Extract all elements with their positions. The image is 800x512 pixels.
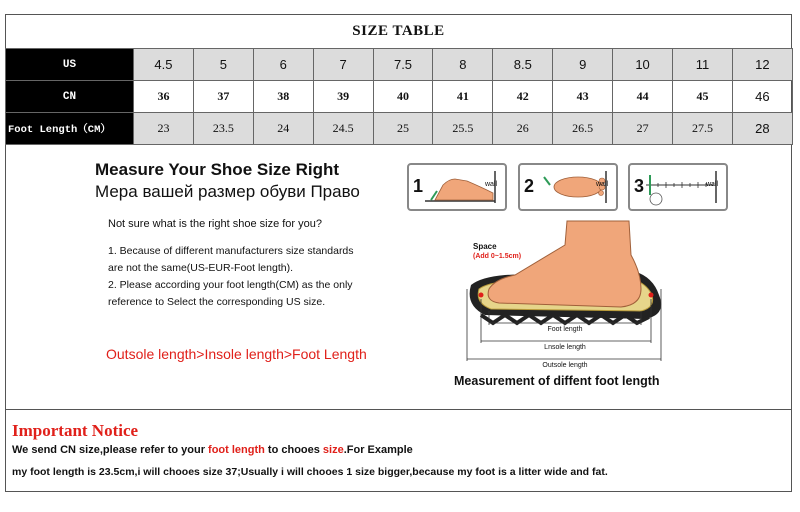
step-1-wall-label: wall: [484, 181, 497, 188]
size-cell: 25: [373, 113, 433, 145]
size-cell: 40: [373, 81, 433, 113]
notice-line-1-part-c: to chooes: [264, 444, 323, 456]
size-row-us: [6, 49, 793, 81]
size-table: [5, 48, 793, 145]
length-comparison: Outsole length>Insole length>Foot Length: [106, 346, 367, 362]
size-cell: 27.5: [673, 113, 733, 145]
step-3-number: 3: [634, 176, 645, 196]
size-cell: 9: [553, 49, 613, 81]
step-3-wall-label: wall: [705, 181, 718, 188]
size-cell: 23.5: [193, 113, 253, 145]
size-cell: 27: [613, 113, 673, 145]
size-cell: 28: [732, 113, 792, 145]
size-cell: 25.5: [433, 113, 493, 145]
size-cell: 24: [253, 113, 313, 145]
size-cell: 8: [433, 49, 493, 81]
measure-title-ru: Мера вашей размер обуви Право: [95, 182, 360, 201]
measure-question: Not sure what is the right shoe size for you?: [108, 218, 322, 230]
step-1-panel: [407, 163, 507, 211]
size-cell: 12: [732, 49, 792, 81]
point1-line2: are not the same(US-EUR-Foot length).: [108, 262, 293, 274]
size-cell: 37: [193, 81, 253, 113]
notice-line-1-part-e: .For Example: [343, 444, 413, 456]
step-2-wall-label: wall: [595, 181, 608, 188]
row-label: Foot Length（CM）: [6, 113, 134, 145]
page-title: SIZE TABLE: [5, 14, 792, 48]
size-cell: 41: [433, 81, 493, 113]
size-cell: 23: [134, 113, 194, 145]
size-cell: 26: [493, 113, 553, 145]
notice-title: Important Notice: [12, 421, 139, 440]
space-range-label: (Add 0~1.5cm): [473, 253, 522, 260]
insole-length-label: Lnsole length: [544, 344, 586, 351]
notice-line-1: [12, 444, 413, 456]
space-label: Space: [473, 242, 497, 251]
foot-measurement-diagram: [445, 215, 675, 375]
size-row-cn: [6, 81, 793, 113]
size-cell: 26.5: [553, 113, 613, 145]
size-cell: 43: [553, 81, 613, 113]
size-cell: 42: [493, 81, 553, 113]
size-cell: 46: [732, 81, 792, 113]
row-label: CN: [6, 81, 134, 113]
size-cell: 39: [313, 81, 373, 113]
size-cell: 8.5: [493, 49, 553, 81]
point1-line1: 1. Because of different manufacturers size standards: [108, 245, 354, 257]
measure-guide: [95, 160, 405, 311]
size-cell: 10: [613, 49, 673, 81]
step-3-panel: [628, 163, 728, 211]
step-2-panel: [518, 163, 618, 211]
row-label: US: [6, 49, 134, 81]
size-cell: 45: [673, 81, 733, 113]
size-cell: 5: [193, 49, 253, 81]
size-row-foot: [6, 113, 793, 145]
foot-length-label: Foot length: [547, 326, 583, 333]
size-cell: 4.5: [134, 49, 194, 81]
size-cell: 44: [613, 81, 673, 113]
size-cell: 7: [313, 49, 373, 81]
step-1-number: 1: [413, 176, 424, 196]
measure-title: Measure Your Shoe Size Right: [95, 160, 340, 179]
size-cell: 36: [134, 81, 194, 113]
notice-line-1-part-a: We send CN size,please refer to your: [12, 444, 209, 456]
point2-line2: reference to Select the corresponding US size.: [108, 296, 326, 308]
size-cell: 11: [673, 49, 733, 81]
step-2-number: 2: [524, 176, 535, 196]
size-cell: 6: [253, 49, 313, 81]
size-cell: 38: [253, 81, 313, 113]
size-cell: 7.5: [373, 49, 433, 81]
diagram-caption: Measurement of diffent foot length: [454, 374, 660, 388]
outsole-length-label: Outsole length: [542, 362, 588, 369]
size-cell: 24.5: [313, 113, 373, 145]
notice-line-2: my foot length is 23.5cm,i will chooes size 37;Usually i will chooes 1 size bigger,because my foot is a litter wide and fat.: [12, 466, 608, 478]
notice-highlight-size: size: [322, 444, 344, 456]
point2-line1: 2. Please according your foot length(CM) as the only: [108, 279, 353, 291]
notice-highlight-foot-length: foot length: [208, 444, 265, 456]
